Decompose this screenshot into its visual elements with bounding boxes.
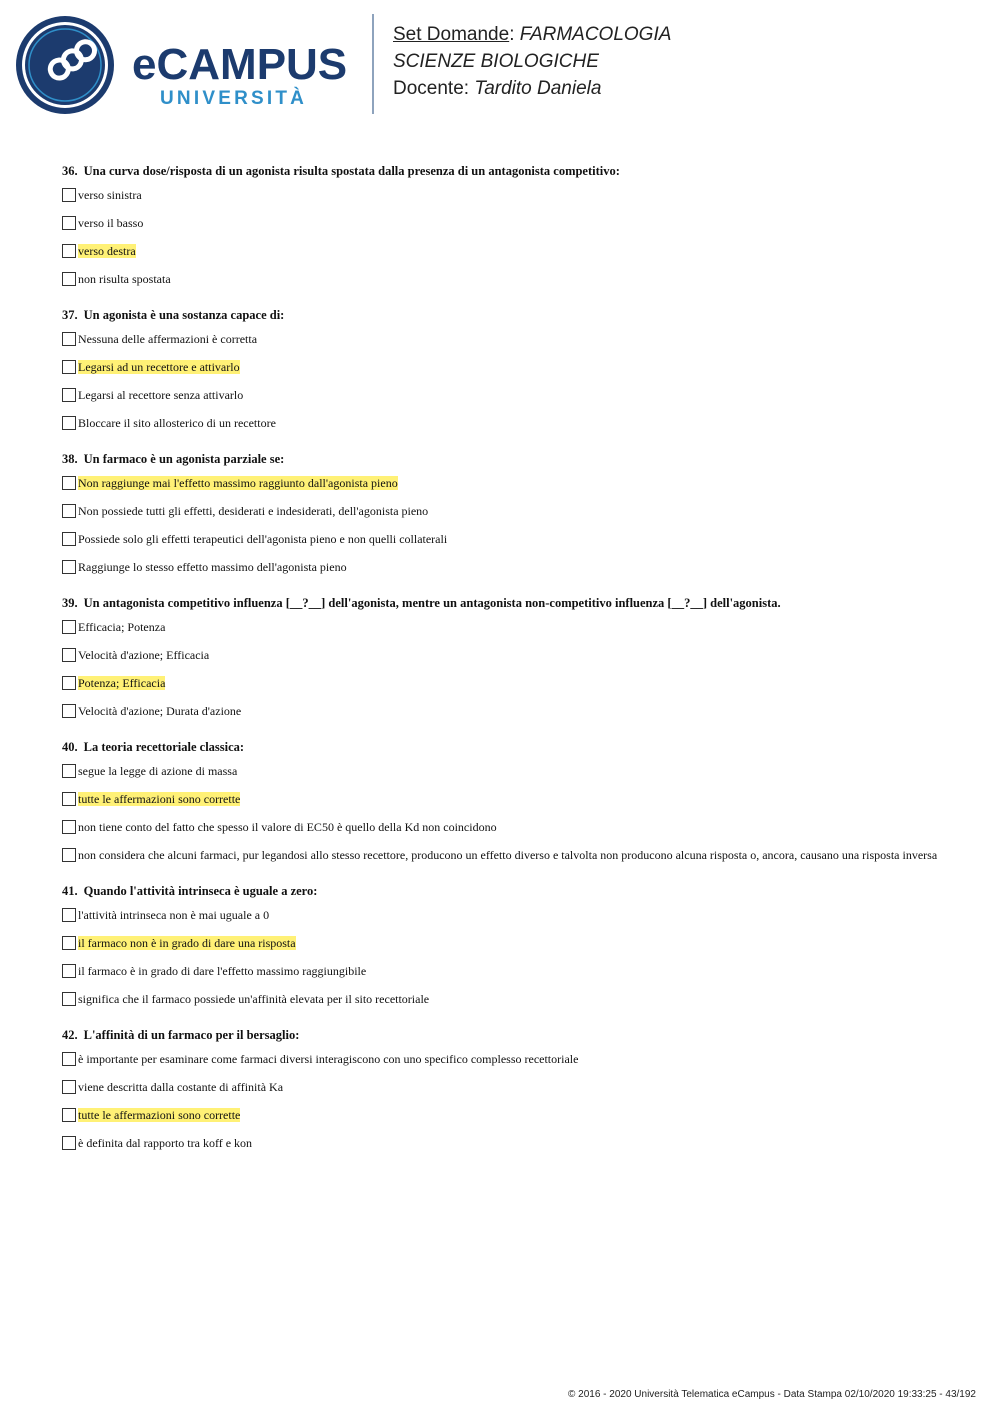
answer-option — [62, 475, 942, 491]
set-line: Set Domande: FARMACOLOGIA — [393, 24, 672, 45]
answer-label: Legarsi al recettore senza attivarlo — [78, 388, 244, 402]
checkbox[interactable] — [62, 992, 76, 1006]
checkbox[interactable] — [62, 764, 76, 778]
question-text: Un farmaco è un agonista parziale se: — [83, 452, 285, 466]
question-number: 40. — [62, 740, 78, 754]
answer-label: Possiede solo gli effetti terapeutici dell'agonista pieno e non quelli collaterali — [78, 532, 448, 546]
checkbox[interactable] — [62, 188, 76, 202]
checkbox[interactable] — [62, 1136, 76, 1150]
page-footer: © 2016 - 2020 Università Telematica eCampus - Data Stampa 02/10/2020 19:33:25 - 43/192 — [568, 1389, 976, 1400]
header-divider — [372, 14, 374, 114]
question-title — [62, 451, 942, 467]
answer-option — [62, 703, 942, 719]
answer-label: Velocità d'azione; Efficacia — [78, 648, 210, 662]
set-value: FARMACOLOGIA — [519, 24, 672, 45]
question-text: Quando l'attività intrinseca è uguale a zero: — [83, 884, 318, 898]
answer-option — [62, 963, 942, 979]
brand-wordmark: eCAMPUS — [132, 40, 348, 89]
answer-label: non considera che alcuni farmaci, pur legandosi allo stesso recettore, producono un effetto diverso e talvolta non producono alcuna risposta o, ancora, causano una risposta inversa — [78, 848, 938, 862]
correct-answer-label: Non raggiunge mai l'effetto massimo raggiunto dall'agonista pieno — [78, 476, 398, 490]
question-block — [62, 451, 942, 575]
answer-label: viene descritta dalla costante di affinità Ka — [78, 1080, 284, 1094]
checkbox[interactable] — [62, 964, 76, 978]
teacher-label: Docente — [393, 78, 464, 99]
answer-option — [62, 619, 942, 635]
question-block — [62, 1027, 942, 1151]
answer-option — [62, 1051, 942, 1067]
correct-answer-label: Potenza; Efficacia — [78, 676, 166, 690]
brand-word: CAMPUS — [156, 40, 348, 89]
answer-label: Non possiede tutti gli effetti, desiderati e indesiderati, dell'agonista pieno — [78, 504, 429, 518]
answer-option — [62, 271, 942, 287]
answer-option — [62, 387, 942, 403]
question-title — [62, 1027, 942, 1043]
question-text: Un agonista è una sostanza capace di: — [83, 308, 285, 322]
checkbox[interactable] — [62, 504, 76, 518]
question-title — [62, 739, 942, 755]
set-label: Set Domande — [393, 24, 510, 45]
question-block — [62, 163, 942, 287]
question-number: 36. — [62, 164, 78, 178]
checkbox[interactable] — [62, 936, 76, 950]
question-number: 42. — [62, 1028, 78, 1042]
answer-option — [62, 847, 942, 863]
answer-label: Bloccare il sito allosterico di un recettore — [78, 416, 276, 430]
answer-option — [62, 1107, 942, 1123]
question-title — [62, 307, 942, 323]
checkbox[interactable] — [62, 620, 76, 634]
answer-label: verso sinistra — [78, 188, 142, 202]
question-title — [62, 163, 942, 179]
answer-option — [62, 187, 942, 203]
checkbox[interactable] — [62, 560, 76, 574]
question-number: 37. — [62, 308, 78, 322]
answer-label: è definita dal rapporto tra koff e kon — [78, 1136, 253, 1150]
checkbox[interactable] — [62, 1108, 76, 1122]
answer-label: Raggiunge lo stesso effetto massimo dell'agonista pieno — [78, 560, 347, 574]
teacher-line: Docente: Tardito Daniela — [393, 78, 602, 99]
checkbox[interactable] — [62, 388, 76, 402]
answer-option — [62, 675, 942, 691]
checkbox[interactable] — [62, 532, 76, 546]
answer-option — [62, 991, 942, 1007]
question-text: Una curva dose/risposta di un agonista risulta spostata dalla presenza di un antagonista competitivo: — [83, 164, 620, 178]
answer-option — [62, 215, 942, 231]
answer-label: non risulta spostata — [78, 272, 171, 286]
answer-option — [62, 791, 942, 807]
answer-option — [62, 359, 942, 375]
answer-option — [62, 559, 942, 575]
checkbox[interactable] — [62, 676, 76, 690]
correct-answer-label: tutte le affermazioni sono corrette — [78, 1108, 241, 1122]
question-block — [62, 595, 942, 719]
checkbox[interactable] — [62, 648, 76, 662]
question-text: L'affinità di un farmaco per il bersaglio: — [83, 1028, 300, 1042]
answer-label: l'attività intrinseca non è mai uguale a 0 — [78, 908, 270, 922]
checkbox[interactable] — [62, 216, 76, 230]
checkbox[interactable] — [62, 244, 76, 258]
answer-option — [62, 647, 942, 663]
correct-answer-label: tutte le affermazioni sono corrette — [78, 792, 241, 806]
question-block — [62, 307, 942, 431]
checkbox[interactable] — [62, 332, 76, 346]
question-text: La teoria recettoriale classica: — [83, 740, 245, 754]
answer-option — [62, 907, 942, 923]
answer-option — [62, 1079, 942, 1095]
question-number: 39. — [62, 596, 78, 610]
teacher-value: Tardito Daniela — [474, 78, 602, 99]
checkbox[interactable] — [62, 360, 76, 374]
answer-option — [62, 531, 942, 547]
answer-option — [62, 763, 942, 779]
questions-list — [62, 163, 942, 1171]
answer-label: verso il basso — [78, 216, 144, 230]
question-text: Un antagonista competitivo influenza [__?__] dell'agonista, mentre un antagonista non-competitivo influenza [__?__] dell'agonista. — [83, 596, 781, 610]
question-block — [62, 883, 942, 1007]
header-info — [393, 21, 671, 102]
checkbox[interactable] — [62, 820, 76, 834]
question-number: 38. — [62, 452, 78, 466]
checkbox[interactable] — [62, 848, 76, 862]
answer-label: segue la legge di azione di massa — [78, 764, 238, 778]
answer-option — [62, 819, 942, 835]
checkbox[interactable] — [62, 272, 76, 286]
checkbox[interactable] — [62, 416, 76, 430]
question-block — [62, 739, 942, 863]
correct-answer-label: il farmaco non è in grado di dare una risposta — [78, 936, 296, 950]
answer-label: Nessuna delle affermazioni è corretta — [78, 332, 258, 346]
answer-label: Velocità d'azione; Durata d'azione — [78, 704, 242, 718]
ecampus-seal-logo-icon — [15, 15, 115, 115]
question-title — [62, 595, 942, 611]
answer-option — [62, 331, 942, 347]
answer-label: significa che il farmaco possiede un'affinità elevata per il sito recettoriale — [78, 992, 430, 1006]
page-header — [0, 0, 1000, 130]
checkbox[interactable] — [62, 908, 76, 922]
checkbox[interactable] — [62, 704, 76, 718]
answer-label: il farmaco è in grado di dare l'effetto massimo raggiungibile — [78, 964, 367, 978]
checkbox[interactable] — [62, 792, 76, 806]
checkbox[interactable] — [62, 1052, 76, 1066]
question-number: 41. — [62, 884, 78, 898]
course-name: SCIENZE BIOLOGICHE — [393, 51, 599, 72]
answer-option — [62, 243, 942, 259]
answer-option — [62, 415, 942, 431]
answer-option — [62, 1135, 942, 1151]
checkbox[interactable] — [62, 1080, 76, 1094]
correct-answer-label: verso destra — [78, 244, 136, 258]
answer-label: Efficacia; Potenza — [78, 620, 166, 634]
answer-option — [62, 935, 942, 951]
answer-label: è importante per esaminare come farmaci diversi interagiscono con uno specifico complesso recettoriale — [78, 1052, 579, 1066]
checkbox[interactable] — [62, 476, 76, 490]
correct-answer-label: Legarsi ad un recettore e attivarlo — [78, 360, 240, 374]
answer-label: non tiene conto del fatto che spesso il valore di EC50 è quello della Kd non coincidono — [78, 820, 497, 834]
brand-subtitle: UNIVERSITÀ — [160, 88, 308, 109]
answer-option — [62, 503, 942, 519]
question-title — [62, 883, 942, 899]
